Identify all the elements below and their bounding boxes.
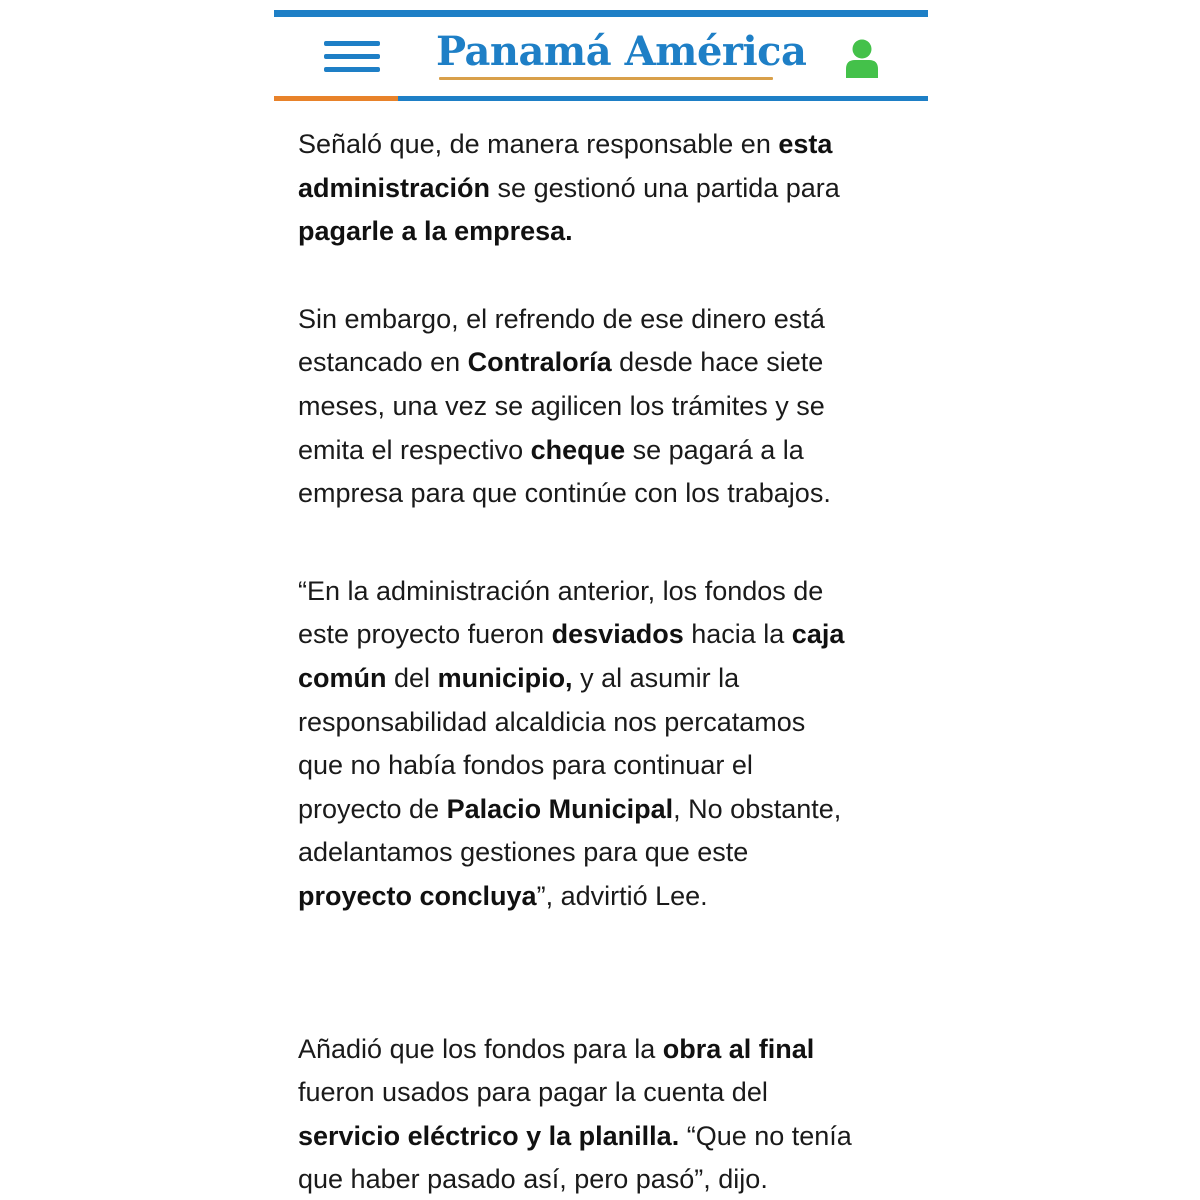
logo-text: Panamá América — [436, 28, 807, 75]
paragraph-line — [298, 788, 890, 832]
paragraph-line — [298, 1158, 890, 1200]
text: que no había fondos para continuar el — [298, 750, 753, 781]
paragraph-gap — [298, 919, 890, 1028]
paragraph-gap — [298, 254, 890, 298]
text: , No obstante, — [673, 793, 842, 824]
site-header — [274, 10, 928, 102]
header-bottom-accent — [274, 96, 398, 101]
text: del — [386, 662, 438, 693]
user-account-button[interactable] — [844, 38, 880, 78]
paragraph-line — [298, 613, 890, 657]
bold-text: obra al final — [662, 1033, 815, 1064]
bold-text: proyecto concluya — [298, 880, 537, 911]
bold-text: cheque — [530, 434, 626, 465]
text: “En la administración anterior, los fondos de — [298, 575, 824, 606]
text: Sin embargo, el refrendo de ese dinero está — [298, 303, 825, 334]
text: este proyecto fueron — [298, 619, 552, 650]
bold-text: desviados — [551, 619, 684, 650]
bold-text: Palacio Municipal — [446, 793, 674, 824]
paragraph-line — [298, 167, 890, 211]
text: ”, advirtió Lee. — [536, 880, 708, 911]
article-paragraph — [298, 298, 890, 516]
text: emita el respectivo — [298, 434, 531, 465]
text: se pagará a la — [625, 434, 804, 465]
paragraph-line — [298, 1028, 890, 1072]
article-paragraph — [298, 570, 890, 919]
paragraph-line — [298, 701, 890, 745]
site-logo[interactable] — [436, 28, 807, 90]
bold-text: esta — [778, 129, 833, 159]
paragraph-line — [298, 210, 890, 254]
paragraph-line — [298, 657, 890, 701]
text: estancado en — [298, 347, 468, 378]
article-paragraph — [298, 1028, 890, 1200]
paragraph-line — [298, 875, 890, 919]
paragraph-line — [298, 1115, 890, 1159]
text: meses, una vez se agilicen los trámites y se — [298, 390, 825, 421]
paragraph-line — [298, 123, 890, 167]
paragraph-line — [298, 429, 890, 473]
bold-text: común — [298, 662, 387, 693]
text: adelantamos gestiones para que este — [298, 837, 749, 868]
bold-text: pagarle a la empresa. — [298, 216, 573, 247]
text: que haber pasado así, pero pasó”, dijo. — [298, 1164, 768, 1195]
paragraph-line — [298, 385, 890, 429]
paragraph-line — [298, 570, 890, 614]
text: responsabilidad alcaldicia nos percatamos — [298, 706, 806, 737]
text: “Que no tenía — [679, 1120, 852, 1151]
text: empresa para que continúe con los trabajos. — [298, 478, 831, 509]
bold-text: Contraloría — [467, 347, 612, 378]
paragraph-line — [298, 298, 890, 342]
logo-underline — [439, 77, 773, 80]
menu-button[interactable] — [324, 41, 380, 73]
text: hacia la — [683, 619, 792, 650]
text: fueron usados para pagar la cuenta del — [298, 1077, 768, 1108]
text: Añadió que los fondos para la — [298, 1033, 663, 1064]
bold-text: municipio, — [437, 662, 573, 693]
header-top-bar — [274, 10, 928, 17]
user-icon — [844, 38, 880, 78]
article-body — [298, 123, 890, 1200]
text: y al asumir la — [572, 662, 740, 693]
bold-text: caja — [791, 619, 845, 650]
bold-text: servicio eléctrico y la planilla. — [298, 1120, 680, 1151]
text: Señaló que, de manera responsable en — [298, 129, 779, 159]
paragraph-line — [298, 744, 890, 788]
paragraph-line — [298, 1071, 890, 1115]
paragraph-line — [298, 831, 890, 875]
paragraph-line — [298, 341, 890, 385]
text: desde hace siete — [611, 347, 824, 378]
text: proyecto de — [298, 793, 447, 824]
paragraph-line — [298, 472, 890, 516]
article-paragraph — [298, 123, 890, 254]
bold-text: administración — [298, 172, 491, 203]
paragraph-gap — [298, 516, 890, 570]
text: se gestionó una partida para — [490, 172, 840, 203]
